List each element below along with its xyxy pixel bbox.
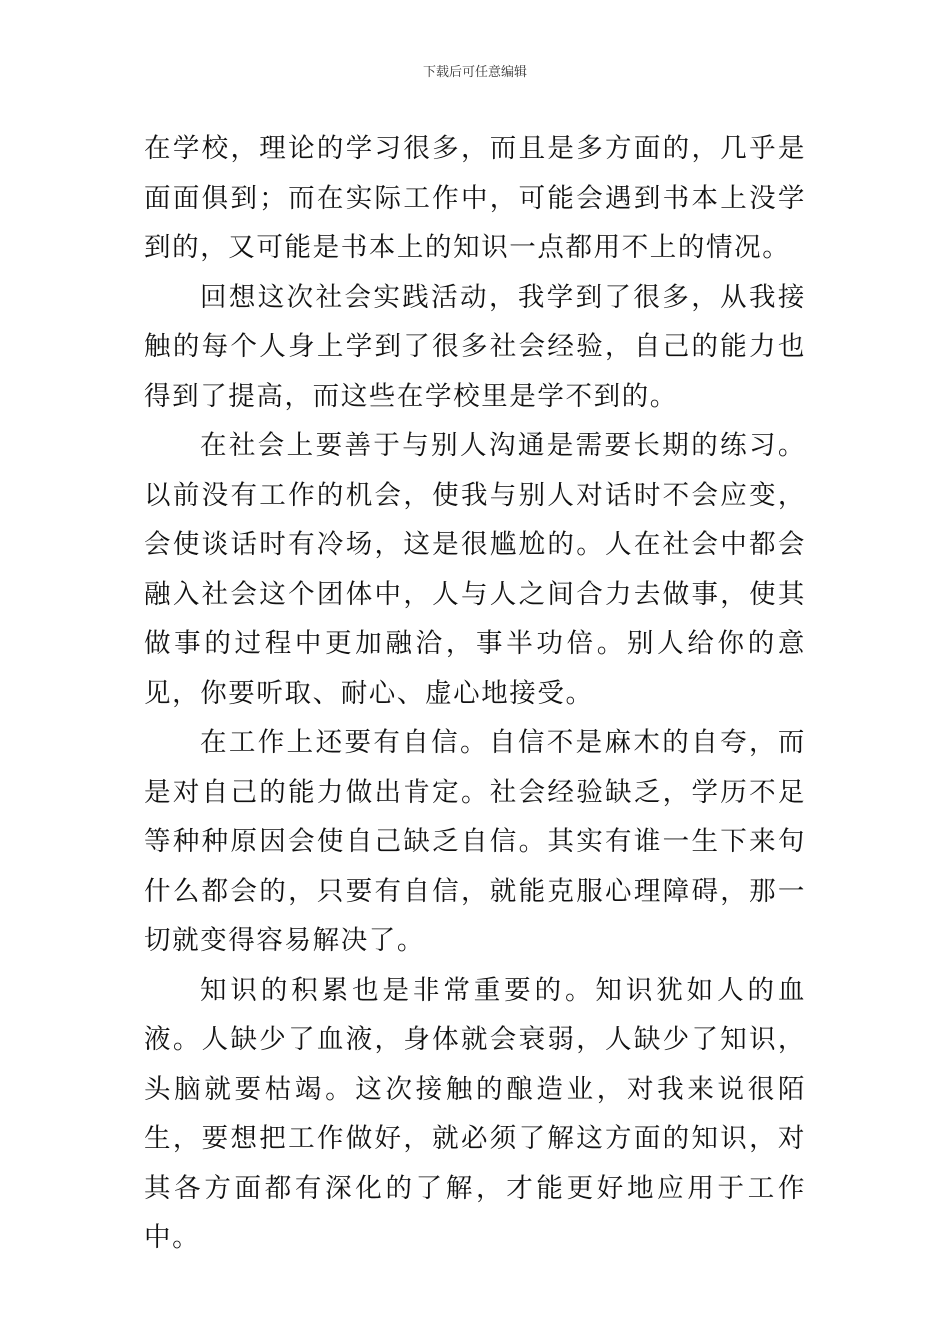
paragraph-5: 知识的积累也是非常重要的。知识犹如人的血液。人缺少了血液，身体就会衰弱，人缺少了知识，头脑就要枯竭。这次接触的酿造业，对我来说很陌生，要想把工作做好，就必须了解这方面的知识，对其各方面都有深化的了解，才能更好地应用于工作中。 xyxy=(144,974,806,1253)
paragraph-1: 在学校，理论的学习很多，而且是多方面的，几乎是面面俱到；而在实际工作中，可能会遇到书本上没学到的，又可能是书本上的知识一点都用不上的情况。 xyxy=(144,133,806,263)
paragraph-4: 在工作上还要有自信。自信不是麻木的自夸，而是对自己的能力做出肯定。社会经验缺乏，学历不足等种种原因会使自己缺乏自信。其实有谁一生下来句什么都会的，只要有自信，就能克服心理障碍，那一切就变得容易解决了。 xyxy=(144,727,806,956)
paragraph-3: 在社会上要善于与别人沟通是需要长期的练习。以前没有工作的机会，使我与别人对话时不会应变，会使谈话时有冷场，这是很尴尬的。人在社会中都会融入社会这个团体中，人与人之间合力去做事，使其做事的过程中更加融洽，事半功倍。别人给你的意见，你要听取、耐心、虚心地接受。 xyxy=(144,430,806,709)
paragraph-2: 回想这次社会实践活动，我学到了很多，从我接触的每个人身上学到了很多社会经验，自己的能力也得到了提高，而这些在学校里是学不到的。 xyxy=(144,281,806,412)
page-header: 下载后可任意编辑 xyxy=(422,65,527,80)
document-body xyxy=(144,124,806,1263)
